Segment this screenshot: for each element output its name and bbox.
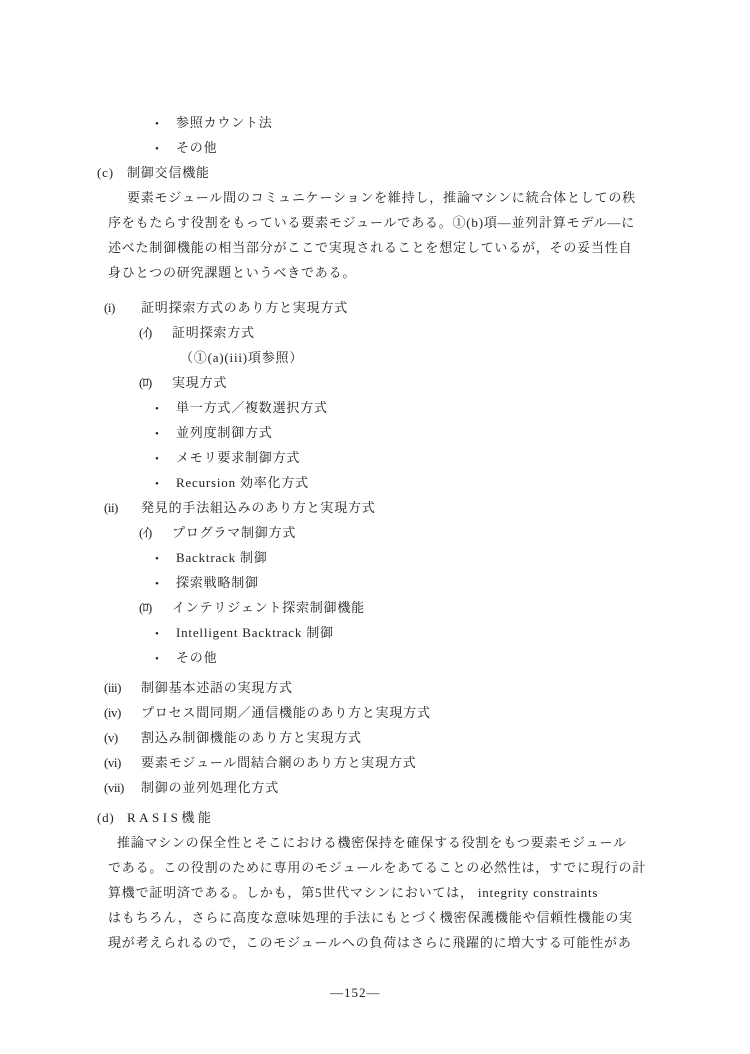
paragraph-line: 序をもたらす役割をもっている要素モジュールである。①(b)項—並列計算モデル—に xyxy=(108,215,635,230)
outline-subitem xyxy=(0,595,750,620)
outline-item xyxy=(0,700,750,725)
outline-subitem xyxy=(0,370,750,395)
bullet-icon: • xyxy=(155,428,160,440)
list-item xyxy=(0,620,750,645)
outline-item-title: プロセス間同期／通信機能のあり方と実現方式 xyxy=(141,705,431,720)
bullet-icon: • xyxy=(155,653,160,665)
list-item-text: メモリ要求制御方式 xyxy=(176,450,301,465)
outline-item-marker: (iii) xyxy=(104,680,121,695)
bullet-icon: • xyxy=(155,453,160,465)
outline-item-marker: (v) xyxy=(104,730,118,745)
list-item-text: その他 xyxy=(176,650,218,665)
section-heading xyxy=(0,805,750,830)
outline-item xyxy=(0,775,750,800)
paragraph-line: 述べた制御機能の相当部分がここで実現されることを想定しているが，その妥当性自 xyxy=(108,240,633,255)
outline-subitem-marker: (ｲ) xyxy=(139,525,152,540)
outline-item-title: 割込み制御機能のあり方と実現方式 xyxy=(141,730,362,745)
outline-subitem-title: インテリジェント探索制御機能 xyxy=(172,600,365,615)
bullet-icon: • xyxy=(155,578,160,590)
list-item-text: 並列度制御方式 xyxy=(176,425,273,440)
outline-item-title: 制御の並列処理化方式 xyxy=(141,780,280,795)
list-item xyxy=(0,645,750,670)
list-item-text: 単一方式／複数選択方式 xyxy=(176,400,328,415)
bullet-icon: • xyxy=(155,403,160,415)
outline-item xyxy=(0,750,750,775)
reference-note: （①(a)(iii)項参照） xyxy=(180,350,304,365)
outline-item-marker: (vi) xyxy=(104,755,121,770)
list-item xyxy=(0,445,750,470)
bullet-icon: • xyxy=(155,553,160,565)
outline-item xyxy=(0,495,750,520)
bullet-icon: • xyxy=(155,478,160,490)
paragraph-line: である。この役割のために専用のモジュールをあてることの必然性は，すでに現行の計 xyxy=(108,860,647,875)
bullet-icon: • xyxy=(155,143,160,155)
list-item-text: 探索戦略制御 xyxy=(176,575,259,590)
outline-item xyxy=(0,725,750,750)
list-item-text: 参照カウント法 xyxy=(176,115,273,130)
outline-item-title: 発見的手法組込みのあり方と実現方式 xyxy=(141,500,376,515)
outline-item-marker: (iv) xyxy=(104,705,121,720)
list-item-text: Backtrack 制御 xyxy=(176,550,268,565)
section-heading xyxy=(0,160,750,185)
page-number: —152— xyxy=(330,985,381,1000)
list-item xyxy=(0,545,750,570)
section-title: 制御交信機能 xyxy=(127,165,210,180)
list-item xyxy=(0,470,750,495)
list-item-text: Recursion 効率化方式 xyxy=(176,475,309,490)
list-item-text: Intelligent Backtrack 制御 xyxy=(176,625,334,640)
outline-subitem xyxy=(0,320,750,345)
outline-subitem-title: プログラマ制御方式 xyxy=(172,525,297,540)
list-item xyxy=(0,395,750,420)
outline-item xyxy=(0,675,750,700)
outline-item-title: 要素モジュール間結合網のあり方と実現方式 xyxy=(141,755,417,770)
outline-item-title: 制御基本述語の実現方式 xyxy=(141,680,293,695)
paragraph-line: 身ひとつの研究課題というべきである。 xyxy=(108,265,357,280)
paragraph-line: 現が考えられるので，このモジュールへの負荷はさらに飛躍的に増大する可能性があ xyxy=(108,935,632,950)
list-item xyxy=(0,135,750,160)
outline-subitem xyxy=(0,520,750,545)
outline-subitem-title: 実現方式 xyxy=(172,375,228,390)
outline-item-marker: (vii) xyxy=(104,780,124,795)
section-title: RASIS機能 xyxy=(127,810,215,825)
outline-item-marker: (ii) xyxy=(104,500,118,515)
list-item xyxy=(0,420,750,445)
list-item-text: その他 xyxy=(176,140,218,155)
paragraph-line: 算機で証明済である。しかも，第5世代マシンにおいては， integrity constraints xyxy=(108,885,599,900)
outline-item xyxy=(0,295,750,320)
outline-subitem-marker: (ﾛ) xyxy=(139,600,152,615)
outline-subitem-title: 証明探索方式 xyxy=(172,325,255,340)
outline-item-marker: (i) xyxy=(104,300,115,315)
paragraph-line: はもちろん，さらに高度な意味処理的手法にもとづく機密保護機能や信頼性機能の実 xyxy=(108,910,633,925)
section-marker: (c) xyxy=(97,165,114,180)
list-item xyxy=(0,110,750,135)
paragraph-line: 要素モジュール間のコミュニケーションを維持し，推論マシンに統合体としての秩 xyxy=(127,190,636,205)
paragraph-line: 推論マシンの保全性とそこにおける機密保持を確保する役割をもつ要素モジュール xyxy=(117,835,627,850)
list-item xyxy=(0,570,750,595)
bullet-icon: • xyxy=(155,628,160,640)
outline-subitem-marker: (ｲ) xyxy=(139,325,152,340)
bullet-icon: • xyxy=(155,118,160,130)
section-marker: (d) xyxy=(97,810,115,825)
outline-item-title: 証明探索方式のあり方と実現方式 xyxy=(141,300,349,315)
outline-subitem-marker: (ﾛ) xyxy=(139,375,152,390)
